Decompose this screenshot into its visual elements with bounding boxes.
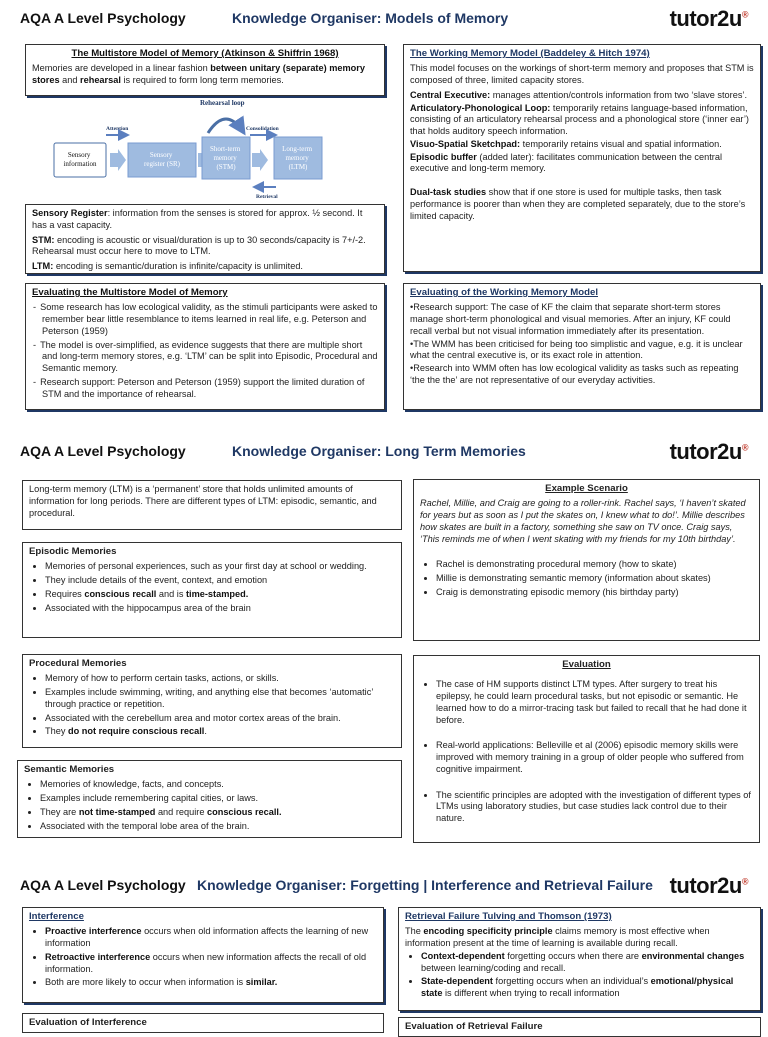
semantic-item: • They are not time-stamped and require conscious recall. (40, 807, 395, 819)
section-title: Knowledge Organiser: Forgetting | Interference and Retrieval Failure (197, 877, 653, 893)
svg-text:Long-term memory (LTM): Long-term memory (LTM) (282, 145, 313, 171)
ltm-intro: Long-term memory (LTM) is a ‘permanent’ store that holds unlimited amounts of information for long periods. There are different types of LTM: episodic, semantic, and procedural. (29, 484, 377, 518)
tutor2u-logo: tutor2u® (669, 6, 748, 31)
rehearsal-loop-arrow (208, 119, 244, 133)
subject-label: AQA A Level Psychology (20, 877, 186, 893)
eval-msm-item: - The model is over-simplified, as evidence suggests that there are multiple short and long-term memory stores, e.g. ‘LTM’ can be split into Episodic, Procedural and Semantic memory. (42, 340, 378, 375)
episodic-item: • Associated with the hippocampus area of the brain (45, 603, 395, 615)
consolidation-label: Consolidation (246, 126, 279, 132)
retrieval-failure-box (398, 907, 761, 1011)
episodic-item: • Requires conscious recall and is time-stamped. (45, 589, 395, 601)
semantic-item: • Examples include remembering capital cities, or laws. (40, 793, 395, 805)
retrieval-title: Retrieval Failure Tulving and Thomson (1973) (405, 911, 612, 922)
svg-text:Sensory register (SR): Sensory register (SR) (144, 151, 180, 168)
multistore-title: The Multistore Model of Memory (Atkinson & Shiffrin 1968) (71, 48, 339, 59)
stores-box (25, 204, 385, 274)
interference-title: Interference (29, 911, 84, 922)
ltm-eval-item: • Real-world applications: Belleville et al (2006) episodic memory skills were improved with memory training in a group of older people who suffered from cognitive impairment. (436, 740, 753, 775)
interference-item: • Retroactive interference occurs when new information affects the recall of old information. (45, 952, 377, 976)
header-forgetting (0, 867, 768, 903)
wmm-dual-task: Dual-task studies show that if one store is used for multiple tasks, then task performance is poorer than when they are completed separately, due to the store’s limited capacity. (410, 187, 746, 221)
tutor2u-logo: tutor2u® (669, 873, 748, 898)
eval-msm-item: - Research support: Peterson and Peterson (1959) support the limited duration of STM and the importance of rehearsal. (42, 377, 378, 401)
interference-item: • Proactive interference occurs when old information affects the learning of new information (45, 926, 377, 950)
retrieval-item: • State-dependent forgetting occurs when an individual’s emotional/physical state is different when trying to recall information (421, 976, 754, 1000)
scenario-item: • Millie is demonstrating semantic memory (information about skates) (436, 573, 753, 585)
eval-wmm-item: •The WMM has been criticised for being too simplistic and vague, e.g. it is unclear what the central executive is, or its exact role in attention. (410, 338, 743, 361)
procedural-item: • Memory of how to perform certain tasks, actions, or skills. (45, 673, 395, 685)
interference-item: • Both are more likely to occur when information is similar. (45, 977, 377, 989)
procedural-box (22, 654, 402, 748)
subject-label: AQA A Level Psychology (20, 443, 186, 459)
scenario-item: • Rachel is demonstrating procedural memory (how to skate) (436, 559, 753, 571)
rehearsal-loop-label: Rehearsal loop (200, 99, 245, 107)
eval-wmm-title: Evaluating of the Working Memory Model (410, 287, 598, 298)
header-long-term-memories (0, 433, 768, 469)
semantic-title: Semantic Memories (24, 764, 115, 775)
procedural-item: • Associated with the cerebellum area and motor cortex areas of the brain. (45, 713, 395, 725)
eval-wmm-item: •Research into WMM often has low ecological validity as tasks such as repeating ‘the the the’ are not representative of our everyday activities. (410, 363, 739, 385)
procedural-item: • Examples include swimming, writing, and anything else that becomes ‘automatic’ through practice or repetition. (45, 687, 395, 711)
header-models-of-memory (0, 0, 768, 36)
wmm-phonological-loop: Articulatory-Phonological Loop: temporarily retains language-based information, consisting of an articulatory rehearsal process and a phonological store (‘inner ear’) that holds auditory speech information. (410, 102, 749, 137)
tutor2u-logo: tutor2u® (669, 439, 748, 464)
episodic-box (22, 542, 402, 638)
episodic-title: Episodic Memories (29, 546, 117, 557)
store-stm: STM: encoding is acoustic or visual/duration is up to 30 seconds/capacity is 7+/-2. Rehearsal must occur here to move to LTM. (32, 234, 366, 257)
store-ltm: LTM: encoding is semantic/duration is infinite/capacity is unlimited. (32, 261, 303, 272)
episodic-item: • Memories of personal experiences, such as your first day at school or wedding. (45, 561, 395, 573)
wmm-central-executive: Central Executive: manages attention/controls information from two ‘slave stores’. (410, 89, 748, 100)
eval-interference-box (22, 1013, 384, 1033)
semantic-item: • Associated with the temporal lobe area of the brain. (40, 821, 395, 833)
wmm-sketchpad: Visuo-Spatial Sketchpad: temporarily retains visual and spatial information. (410, 138, 722, 149)
multistore-model-box (25, 44, 385, 96)
scenario-item: • Craig is demonstrating episodic memory (his birthday party) (436, 587, 753, 599)
ltm-intro-box (22, 480, 402, 530)
procedural-item: • They do not require conscious recall. (45, 726, 395, 738)
scenario-box (413, 479, 760, 641)
ltm-evaluation-box (413, 655, 760, 843)
attention-label: Attention (106, 126, 129, 132)
retrieval-label: Retrieval (256, 194, 278, 200)
scenario-title: Example Scenario (545, 483, 628, 494)
wmm-intro: This model focuses on the workings of short-term memory and proposes that STM is composed of three, limited capacity stores. (410, 63, 754, 86)
subject-label: AQA A Level Psychology (20, 10, 186, 26)
ltm-eval-item: • The scientific principles are adopted with the investigation of different types of LTMs using laboratory studies, but case studies lack control due to their nature. (436, 790, 753, 825)
eval-msm-item: - Some research has low ecological validity, as the stimuli participants were asked to remember bear little resemblance to items learned in real life, e.g. Peterson and Peterson (1959) (42, 302, 378, 337)
wmm-episodic-buffer: Episodic buffer (added later): facilitates communication between the central executive and long-term memory. (410, 151, 723, 174)
procedural-title: Procedural Memories (29, 658, 127, 669)
eval-msm-title: Evaluating the Multistore Model of Memory (32, 287, 228, 298)
retrieval-principle: The encoding specificity principle claims memory is most effective when information present at the time of learning is available during recall. (405, 926, 710, 949)
svg-text:Short-term memory (STM: Short-term memory (STM) (209, 145, 241, 171)
svg-text:Sensory information: Sensory information (63, 151, 97, 168)
scenario-text: Rachel, Millie, and Craig are going to a roller-rink. Rachel says, ‘I haven’t skated for years but as soon as I put the skates on, I knew what to do!’. Millie describes how skates are built in a factory, something she saw on TV once. Craig says, ‘This reminds me of when I went skating with my friends for my 10th birthday’. (420, 498, 746, 544)
semantic-item: • Memories of knowledge, facts, and concepts. (40, 779, 395, 791)
eval-interference-title: Evaluation of Interference (29, 1017, 147, 1028)
ltm-eval-item: • The case of HM supports distinct LTM types. After surgery to treat his epilepsy, he could learn procedural tasks, but not episodic or semantic. He learned how to do a mirror-tracing task but failed to recall that he had done it before. (436, 679, 753, 726)
eval-retrieval-title: Evaluation of Retrieval Failure (405, 1021, 543, 1032)
store-sr: Sensory Register: information from the senses is stored for approx. ½ second. It has a vast capacity. (32, 208, 363, 230)
multistore-diagram (48, 95, 338, 205)
eval-retrieval-box (398, 1017, 761, 1037)
ltm-evaluation-title: Evaluation (562, 659, 611, 670)
multistore-text: Memories are developed in a linear fashion between unitary (separate) memory stores and rehearsal is required to form long term memories. (32, 63, 365, 86)
wmm-title: The Working Memory Model (Baddeley & Hitch 1974) (410, 48, 650, 59)
section-title: Knowledge Organiser: Models of Memory (232, 10, 509, 26)
eval-wmm-item: •Research support: The case of KF the claim that separate short-term stores manage short-term phonological and visual memories. After an injury, KF could recall verbal but not visual information immediately after its presentation. (410, 302, 731, 336)
interference-box (22, 907, 384, 1003)
section-title: Knowledge Organiser: Long Term Memories (232, 443, 526, 459)
retrieval-item: • Context-dependent forgetting occurs when there are environmental changes between learning/coding and recall. (421, 951, 754, 975)
semantic-box (17, 760, 402, 838)
wmm-box (403, 44, 761, 272)
eval-wmm-box (403, 283, 761, 410)
episodic-item: • They include details of the event, context, and emotion (45, 575, 395, 587)
eval-msm-box (25, 283, 385, 410)
